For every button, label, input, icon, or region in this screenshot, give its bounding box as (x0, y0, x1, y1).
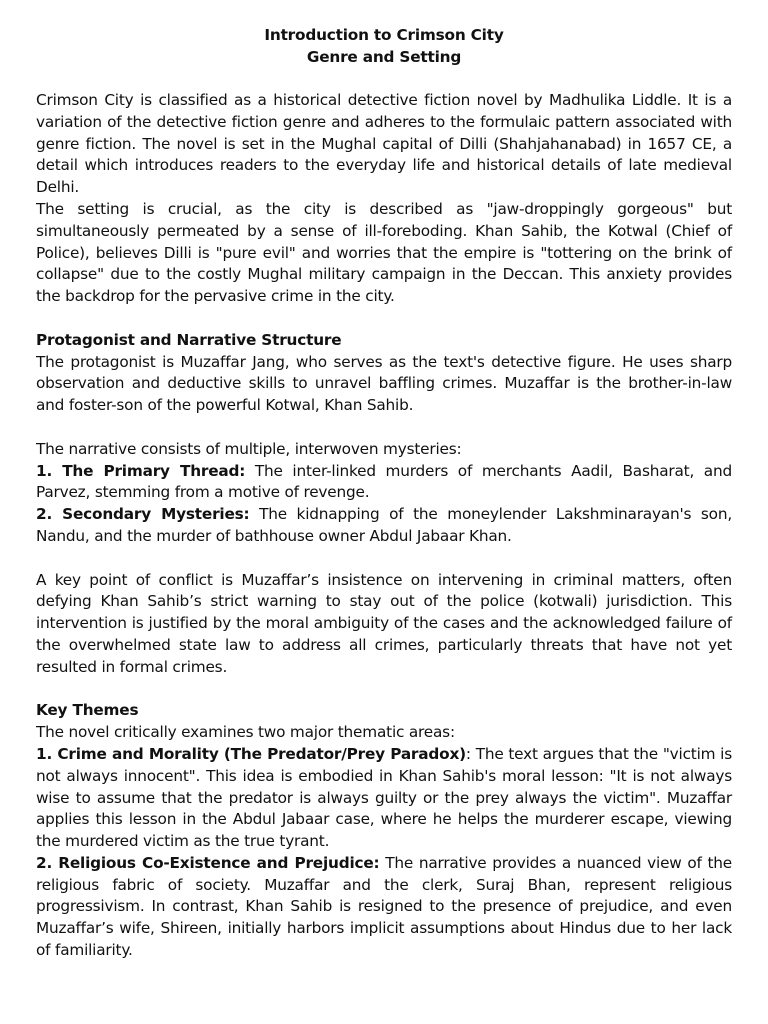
theme-item-label: 1. Crime and Morality (The Predator/Prey Paradox) (36, 744, 466, 763)
theme-item-label: 2. Religious Co-Existence and Prejudice: (36, 853, 380, 872)
document-subtitle: Genre and Setting (306, 48, 462, 66)
narrative-item (36, 461, 732, 505)
narrative-intro: The narrative consists of multiple, interwoven mysteries: (36, 439, 462, 458)
theme-item-text: : The text argues that the "victim is not always innocent". This idea is embodied in Khan Sahib's moral lesson: "It is not always wise to assume that the predator is always guilty or the prey always the victim". Muzaffar applies this lesson in the Abdul Jabaar case, where he helps the murderer escape, viewing the murdered victim as the true tyrant. (36, 744, 732, 851)
protagonist-paragraph: The protagonist is Muzaffar Jang, who serves as the text's detective figure. He uses sharp observation and deductive skills to unravel baffling crimes. Muzaffar is the brother-in-law and foster-son of the powerful Kotwal, Khan Sahib. (36, 352, 732, 415)
narrative-item-text: The kidnapping of the moneylender Lakshminarayan's son, Nandu, and the murder of bathhouse owner Abdul Jabaar Khan. (36, 505, 732, 545)
spacer (36, 308, 732, 330)
spacer (36, 548, 732, 570)
theme-item (36, 744, 732, 853)
conflict-paragraph: A key point of conflict is Muzaffar’s insistence on intervening in criminal matters, often defying Khan Sahib’s strict warning to stay out of the police (kotwali) jurisdiction. This intervention is justified by the moral ambiguity of the cases and the acknowledged failure of the overwhelmed state law to address all crimes, particularly threats that have not yet resulted in formal crimes. (36, 570, 732, 676)
section-heading-themes: Key Themes (36, 701, 139, 720)
narrative-item-label: 1. The Primary Thread: (36, 461, 246, 480)
spacer (36, 679, 732, 701)
section-heading-protagonist: Protagonist and Narrative Structure (36, 330, 342, 349)
narrative-item-text: The inter-linked murders of merchants Aadil, Basharat, and Parvez, stemming from a motive of revenge. (36, 461, 732, 502)
document-page (36, 24, 732, 962)
spacer (36, 417, 732, 439)
narrative-item (36, 504, 732, 548)
document-title: Introduction to Crimson City (264, 26, 504, 44)
narrative-item-label: 2. Secondary Mysteries: (36, 505, 250, 524)
theme-item (36, 853, 732, 962)
themes-intro: The novel critically examines two major thematic areas: (36, 723, 455, 742)
title-block (36, 24, 732, 68)
genre-paragraph-1: Crimson City is classified as a historical detective fiction novel by Madhulika Liddle. It is a variation of the detective fiction genre and adheres to the formulaic pattern associated with genre fiction. The novel is set in the Mughal capital of Dilli (Shahjahanabad) in 1657 CE, a detail which introduces readers to the everyday life and historical details of late medieval Delhi. (36, 91, 732, 197)
theme-item-text: The narrative provides a nuanced view of the religious fabric of society. Muzaffar and the clerk, Suraj Bhan, represent religious progressivism. In contrast, Khan Sahib is resigned to the presence of prejudice, and even Muzaffar’s wife, Shireen, initially harbors implicit assumptions about Hindus due to her lack of familiarity. (36, 853, 732, 960)
genre-paragraph-2: The setting is crucial, as the city is described as "jaw-droppingly gorgeous" but simultaneously permeated by a sense of ill-foreboding. Khan Sahib, the Kotwal (Chief of Police), believes Dilli is "pure evil" and worries that the empire is "tottering on the brink of collapse" due to the costly Mughal military campaign in the Deccan. This anxiety provides the backdrop for the pervasive crime in the city. (36, 199, 732, 306)
